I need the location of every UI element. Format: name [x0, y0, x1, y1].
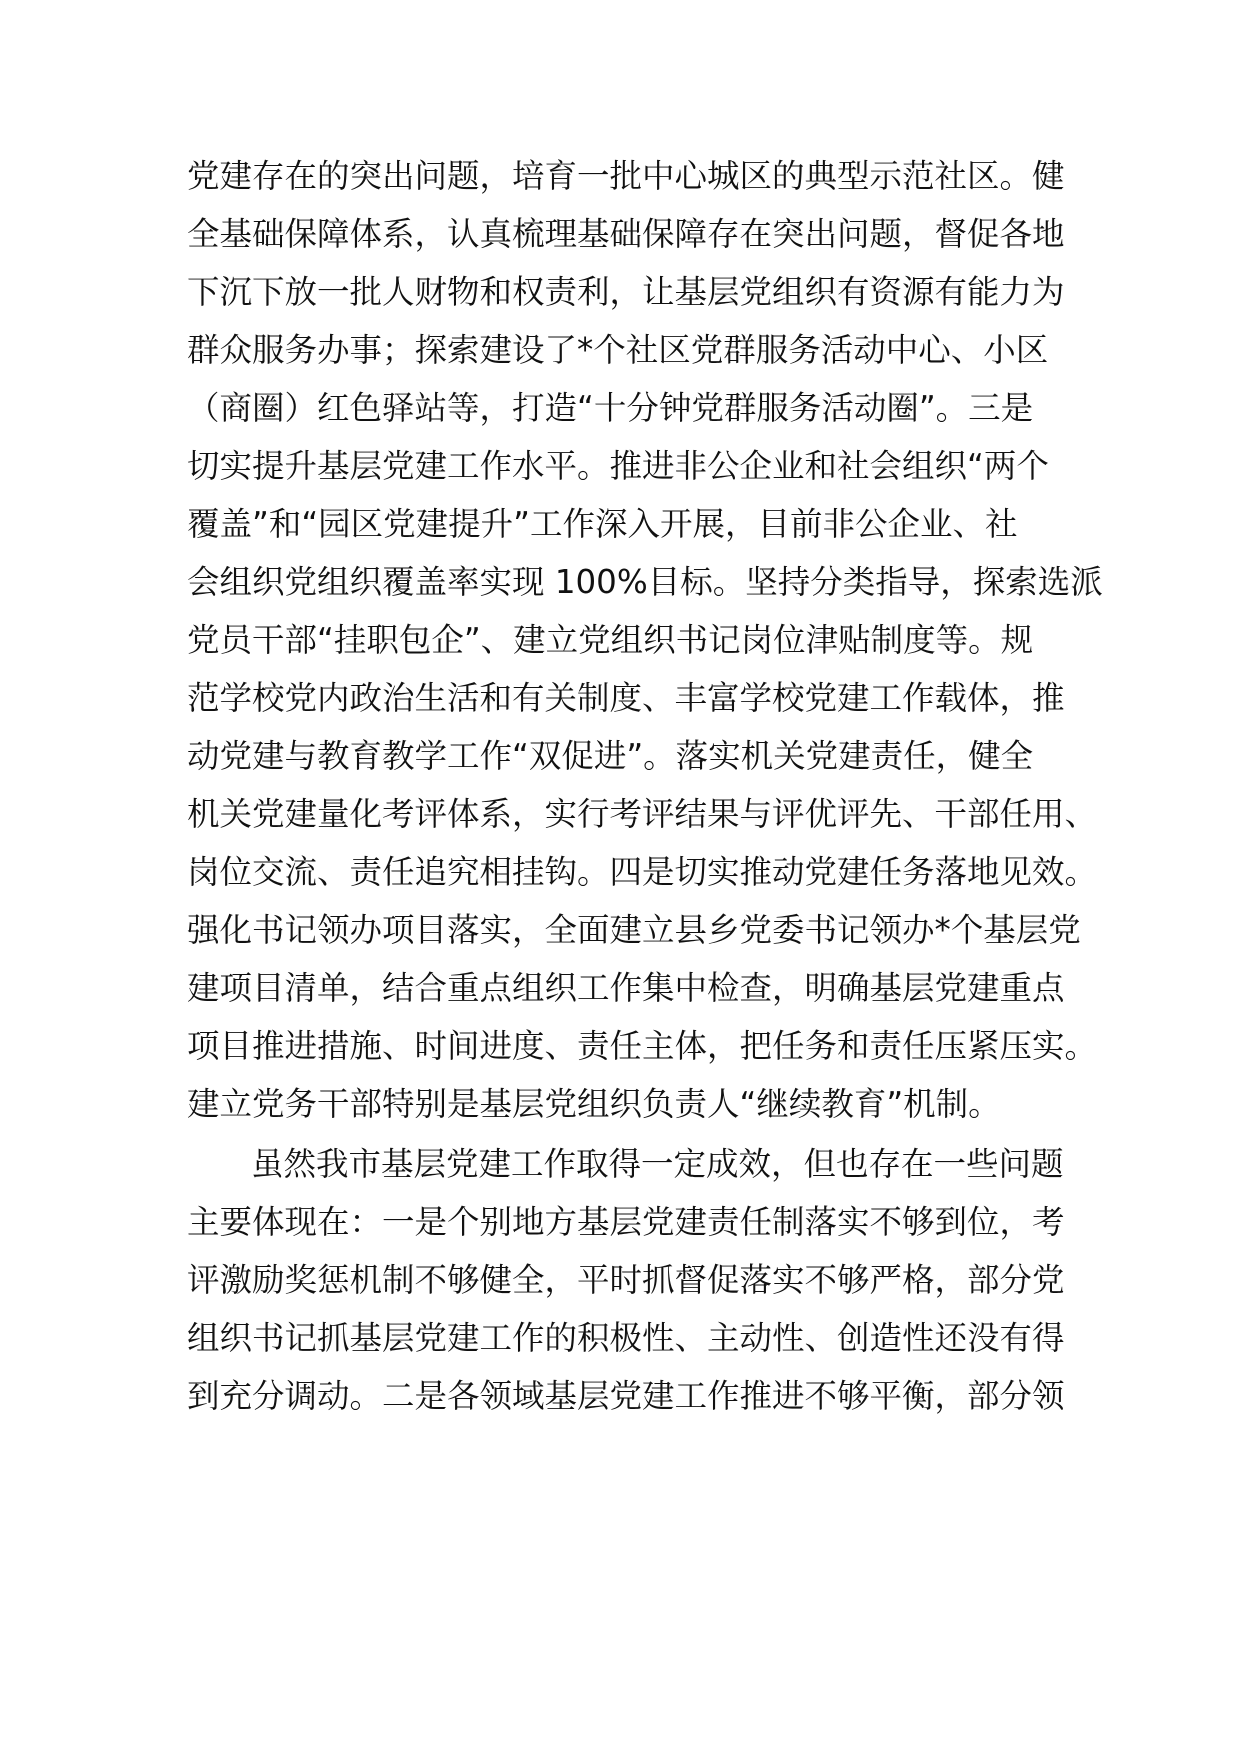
text-line: 组织书记抓基层党建工作的积极性、主动性、创造性还没有得 [187, 1319, 1065, 1357]
text-line: 范学校党内政治生活和有关制度、丰富学校党建工作载体，推 [187, 679, 1065, 717]
text-line: 建立党务干部特别是基层党组织负责人“继续教育”机制。 [187, 1085, 1001, 1123]
text-line: 机关党建量化考评体系，实行考评结果与评优评先、干部任用、 [187, 795, 1098, 833]
text-line: 群众服务办事；探索建设了*个社区党群服务活动中心、小区 [187, 331, 1049, 369]
text-line: 动党建与教育教学工作“双促进”。落实机关党建责任，健全 [187, 737, 1034, 775]
text-line: 项目推进措施、时间进度、责任主体，把任务和责任压紧压实。 [187, 1027, 1098, 1065]
text-line: （商圈）红色驿站等，打造“十分钟党群服务活动圈”。三是 [187, 389, 1034, 427]
text-line: 下沉下放一批人财物和权责利，让基层党组织有资源有能力为 [187, 273, 1065, 311]
text-line: 切实提升基层党建工作水平。推进非公企业和社会组织“两个 [187, 447, 1049, 485]
text-line: 主要体现在：一是个别地方基层党建责任制落实不够到位，考 [187, 1203, 1065, 1241]
text-line: 虽然我市基层党建工作取得一定成效，但也存在一些问题 [251, 1145, 1064, 1183]
text-line: 覆盖”和“园区党建提升”工作深入开展，目前非公企业、社 [187, 505, 1018, 543]
text-line: 会组织党组织覆盖率实现 100%目标。坚持分类指导，探索选派 [187, 563, 1103, 601]
text-line: 建项目清单，结合重点组织工作集中检查，明确基层党建重点 [187, 969, 1065, 1007]
text-line: 评激励奖惩机制不够健全，平时抓督促落实不够严格，部分党 [187, 1261, 1065, 1299]
text-line: 全基础保障体系，认真梳理基础保障存在突出问题，督促各地 [187, 215, 1065, 253]
text-line: 党建存在的突出问题，培育一批中心城区的典型示范社区。健 [187, 157, 1065, 195]
text-line: 党员干部“挂职包企”、建立党组织书记岗位津贴制度等。规 [187, 621, 1034, 659]
text-line: 强化书记领办项目落实，全面建立县乡党委书记领办*个基层党 [187, 911, 1081, 949]
text-line: 岗位交流、责任追究相挂钩。四是切实推动党建任务落地见效。 [187, 853, 1098, 891]
text-line: 到充分调动。二是各领域基层党建工作推进不够平衡，部分领 [187, 1377, 1065, 1415]
